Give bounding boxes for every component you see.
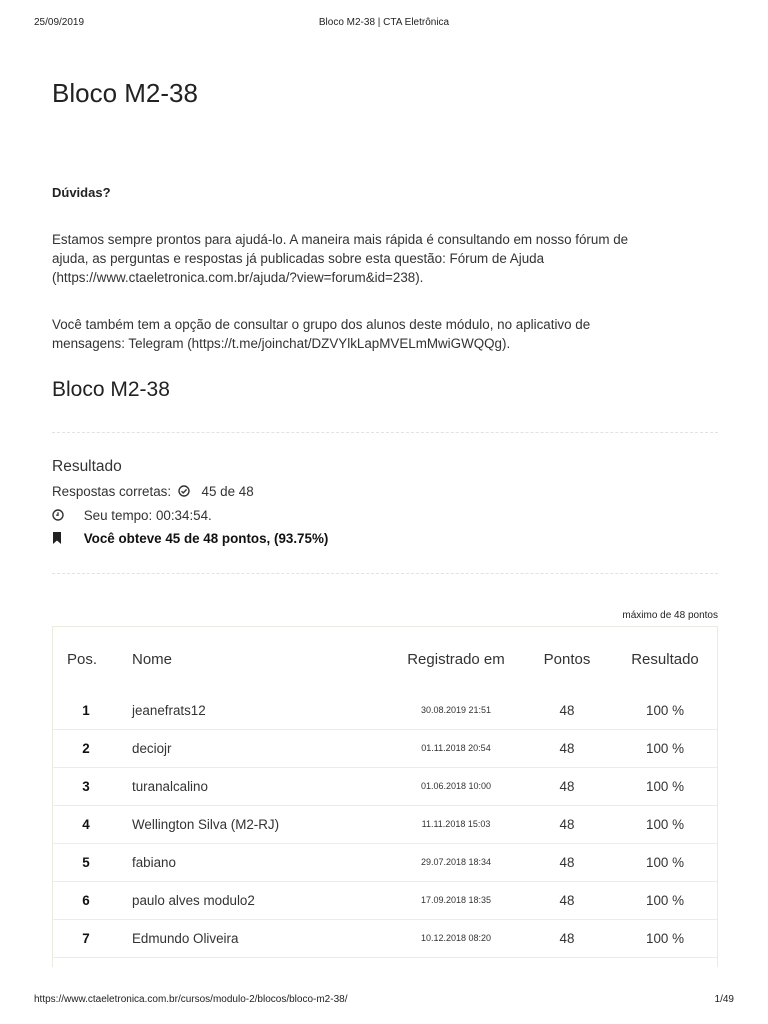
- row-pontos: 48: [559, 740, 575, 756]
- bookmark-icon: [52, 532, 62, 547]
- telegram-link[interactable]: mensagens: Telegram (https://t.me/joinchat/DZVYlkLapMVELmMwiGWQQg).: [52, 336, 511, 351]
- correct-answers-label: Respostas corretas:: [52, 484, 172, 499]
- table-row: [53, 767, 717, 806]
- quiz-title: Bloco M2-38: [52, 378, 170, 401]
- row-nome: turanalcalino: [132, 778, 208, 794]
- row-nome: jeanefrats12: [132, 702, 206, 718]
- telegram-paragraph: [52, 315, 718, 353]
- row-nome: Edmundo Oliveira: [132, 930, 239, 946]
- row-pos: 1: [82, 702, 90, 718]
- duvidas-heading: Dúvidas?: [52, 185, 111, 200]
- row-pontos: 48: [559, 702, 575, 718]
- correct-answers: [52, 484, 254, 500]
- print-footer: [0, 994, 768, 1008]
- row-pos: 6: [82, 892, 90, 908]
- header-nome: Nome: [132, 650, 173, 668]
- row-pos: 2: [82, 740, 90, 756]
- row-registrado: 11.11.2018 15:03: [421, 819, 491, 829]
- correct-answers-value: 45 de 48: [201, 484, 254, 499]
- row-pontos: 48: [559, 816, 575, 832]
- table-row: [53, 881, 717, 920]
- print-header: [0, 17, 768, 31]
- row-resultado: 100 %: [646, 816, 684, 832]
- telegram-paragraph-line: Você também tem a opção de consultar o grupo dos alunos deste módulo, no aplicativo de: [52, 317, 591, 332]
- table-row: [53, 729, 717, 768]
- page-number: 1/49: [714, 994, 734, 1005]
- leaderboard-table: [52, 626, 718, 967]
- row-pos: 4: [82, 816, 90, 832]
- table-row: [53, 843, 717, 882]
- help-paragraph-line: ajuda, as perguntas e respostas já publicadas sobre esta questão: Fórum de Ajuda: [52, 251, 545, 266]
- table-row: [53, 919, 717, 958]
- row-registrado: 29.07.2018 18:34: [420, 857, 492, 867]
- row-nome: Wellington Silva (M2-RJ): [132, 816, 280, 832]
- help-paragraph-line: Estamos sempre prontos para ajudá-lo. A maneira mais rápida é consultando em nosso fórum de: [52, 232, 629, 247]
- row-pos: 3: [82, 778, 90, 794]
- row-nome: deciojr: [132, 740, 172, 756]
- print-url: https://www.ctaeletronica.com.br/cursos/modulo-2/blocos/bloco-m2-38/: [34, 994, 348, 1005]
- row-resultado: 100 %: [646, 702, 684, 718]
- row-pontos: 48: [559, 930, 575, 946]
- time-taken-text: Seu tempo: 00:34:54.: [83, 508, 212, 523]
- print-doc-title: Bloco M2-38 | CTA Eletrônica: [318, 17, 450, 28]
- row-pos: 7: [82, 930, 90, 946]
- divider: [52, 432, 718, 433]
- row-registrado: 10.12.2018 08:20: [420, 933, 492, 943]
- time-taken: [52, 508, 212, 524]
- row-registrado: 30.08.2019 21:51: [420, 705, 492, 715]
- row-registrado: 17.09.2018 18:35: [420, 895, 492, 905]
- row-pontos: 48: [559, 778, 575, 794]
- row-pontos: 48: [559, 892, 575, 908]
- row-pontos: 48: [559, 854, 575, 870]
- row-resultado: 100 %: [646, 778, 684, 794]
- print-date: 25/09/2019: [34, 17, 85, 28]
- help-paragraph: [52, 230, 718, 287]
- forum-link[interactable]: (https://www.ctaeletronica.com.br/ajuda/?view=forum&id=238).: [52, 270, 424, 285]
- divider: [52, 573, 718, 574]
- table-row: [53, 691, 717, 730]
- page-title: Bloco M2-38: [52, 78, 198, 108]
- check-circle-icon: [178, 485, 190, 500]
- clock-icon: [52, 509, 64, 524]
- row-nome: paulo alves modulo2: [132, 892, 255, 908]
- row-resultado: 100 %: [646, 892, 684, 908]
- row-registrado: 01.11.2018 20:54: [421, 743, 491, 753]
- table-row: [53, 805, 717, 844]
- max-points-label: máximo de 48 pontos: [622, 610, 718, 621]
- row-registrado: 01.06.2018 10:00: [420, 781, 492, 791]
- score-summary: [52, 531, 328, 547]
- row-resultado: 100 %: [646, 854, 684, 870]
- row-pos: 5: [82, 854, 90, 870]
- row-resultado: 100 %: [646, 930, 684, 946]
- score-summary-text: Você obteve 45 de 48 pontos, (93.75%): [83, 531, 329, 546]
- resultado-heading: Resultado: [52, 458, 122, 475]
- row-resultado: 100 %: [646, 740, 684, 756]
- header-resultado: Resultado: [631, 650, 699, 668]
- header-registrado: Registrado em: [407, 650, 505, 668]
- header-pos: Pos.: [67, 650, 98, 668]
- leaderboard-header-row: [53, 627, 717, 691]
- header-pontos: Pontos: [543, 650, 591, 668]
- row-nome: fabiano: [132, 854, 176, 870]
